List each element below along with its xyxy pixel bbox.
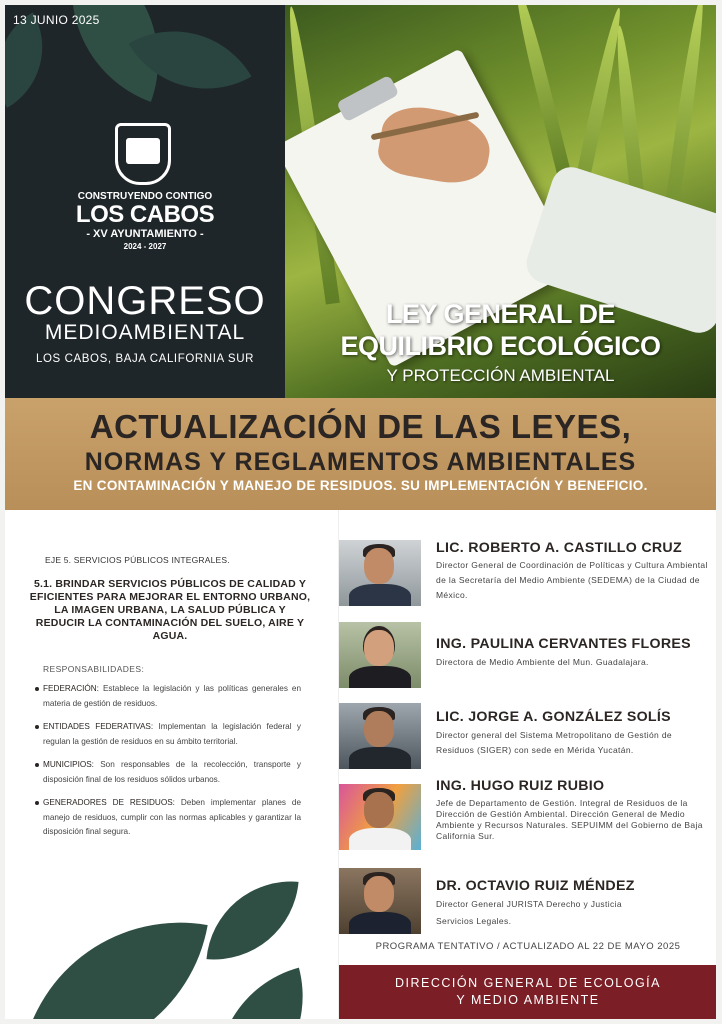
logo-period: 2024 - 2027 [123,242,167,251]
speaker-name: LIC. ROBERTO A. CASTILLO CRUZ [436,540,682,556]
event-date: 13 JUNIO 2025 [13,13,100,27]
speakers-section [338,510,716,1019]
speaker-name: ING. PAULINA CERVANTES FLORES [436,636,691,652]
topic-line-1: ACTUALIZACIÓN DE LAS LEYES, [89,408,632,445]
event-title: CONGRESO [24,279,266,323]
poster [5,5,716,1019]
program-note: PROGRAMA TENTATIVO / ACTUALIZADO AL 22 DE MAYO 2025 [375,941,681,952]
list-item: GENERADORES DE RESIDUOS: Deben implementar planes de manejo de residuos, cumplir con las normas aplicables y garantizar la disposición final segura. [35,796,301,840]
logo-tagline: CONSTRUYENDO CONTIGO [77,191,213,202]
responsibilities-list [35,682,301,849]
law-subtitle: Y PROTECCIÓN AMBIENTAL [386,366,615,385]
municipality-logo [5,191,285,251]
speaker-name: DR. OCTAVIO RUIZ MÉNDEZ [436,878,635,894]
axis-section [5,510,338,1019]
list-item: ENTIDADES FEDERATIVAS: Implementan la legislación federal y regulan la gestión de residuos en su ámbito territorial. [35,720,301,749]
responsibilities-heading: RESPONSABILIDADES: [43,664,145,674]
list-item: MUNICIPIOS: Son responsables de la recolección, transporte y disposición final de los residuos sólidos urbanos. [35,758,301,787]
speaker-description: Director General JURISTA Derecho y Justicia Servicios Legales. [436,899,622,926]
speaker-description: Director General de Coordinación de Políticas y Cultura Ambiental de la Secretaría del Medio Ambiente (SEDEMA) de la Ciudad de México. [436,560,708,600]
speaker-photo [339,868,421,934]
leaf-decoration [206,874,298,966]
logo-council: - XV AYUNTAMIENTO - [86,228,204,240]
axis-heading: EJE 5. SERVICIOS PÚBLICOS INTEGRALES. [45,555,230,565]
leaf-decoration [22,897,207,1019]
speaker-description: Jefe de Departamento de Gestión. Integral de Residuos de la Dirección de Gestión Ambiental. Dirección General de Medio Ambiente y Recursos Naturales. SEPUIMM del Gobierno de Baja California Sur. [436,798,703,841]
logo-name: LOS CABOS [75,201,215,228]
speaker-photo [339,622,421,688]
topic-line-3: EN CONTAMINACIÓN Y MANEJO DE RESIDUOS. SU IMPLEMENTACIÓN Y BENEFICIO. [73,478,648,493]
organizer-footer [339,965,716,1019]
event-subtitle: MEDIOAMBIENTAL [44,321,246,344]
speaker-name: ING. HUGO RUIZ RUBIO [436,778,605,794]
speaker-photo [339,784,421,850]
organizer-line-2: Y MEDIO AMBIENTE [456,993,600,1007]
speaker-name: LIC. JORGE A. GONZÁLEZ SOLÍS [436,709,671,725]
list-item: FEDERACIÓN: Establece la legislación y las políticas generales en materia de gestión de residuos. [35,682,301,711]
axis-objective: 5.1. BRINDAR SERVICIOS PÚBLICOS DE CALIDAD Y EFICIENTES PARA MEJORAR EL ENTORNO URBANO, LA IMAGEN URBANA, LA SALUD PÚBLICA Y REDUCIR LA CONTAMINACIÓN DEL SUELO, AIRE Y AGUA. [29,578,311,642]
topic-line-2: NORMAS Y REGLAMENTOS AMBIENTALES [84,448,637,476]
organizer-line-1: DIRECCIÓN GENERAL DE ECOLOGÍA [395,976,661,990]
header-panel [5,5,285,398]
topic-banner [5,398,716,510]
event-place: LOS CABOS, BAJA CALIFORNIA SUR [35,353,255,365]
speaker-photo [339,540,421,606]
leaf-decoration [193,968,328,1019]
speaker-photo [339,703,421,769]
law-title: LEY GENERAL DE EQUILIBRIO ECOLÓGICO [340,299,661,361]
speaker-description: Director general del Sistema Metropolitano de Gestión de Residuos (SIGER) con sede en Mérida Yucatán. [436,730,672,755]
coat-of-arms-icon [115,123,171,185]
speaker-description: Directora de Medio Ambiente del Mun. Guadalajara. [436,657,649,667]
